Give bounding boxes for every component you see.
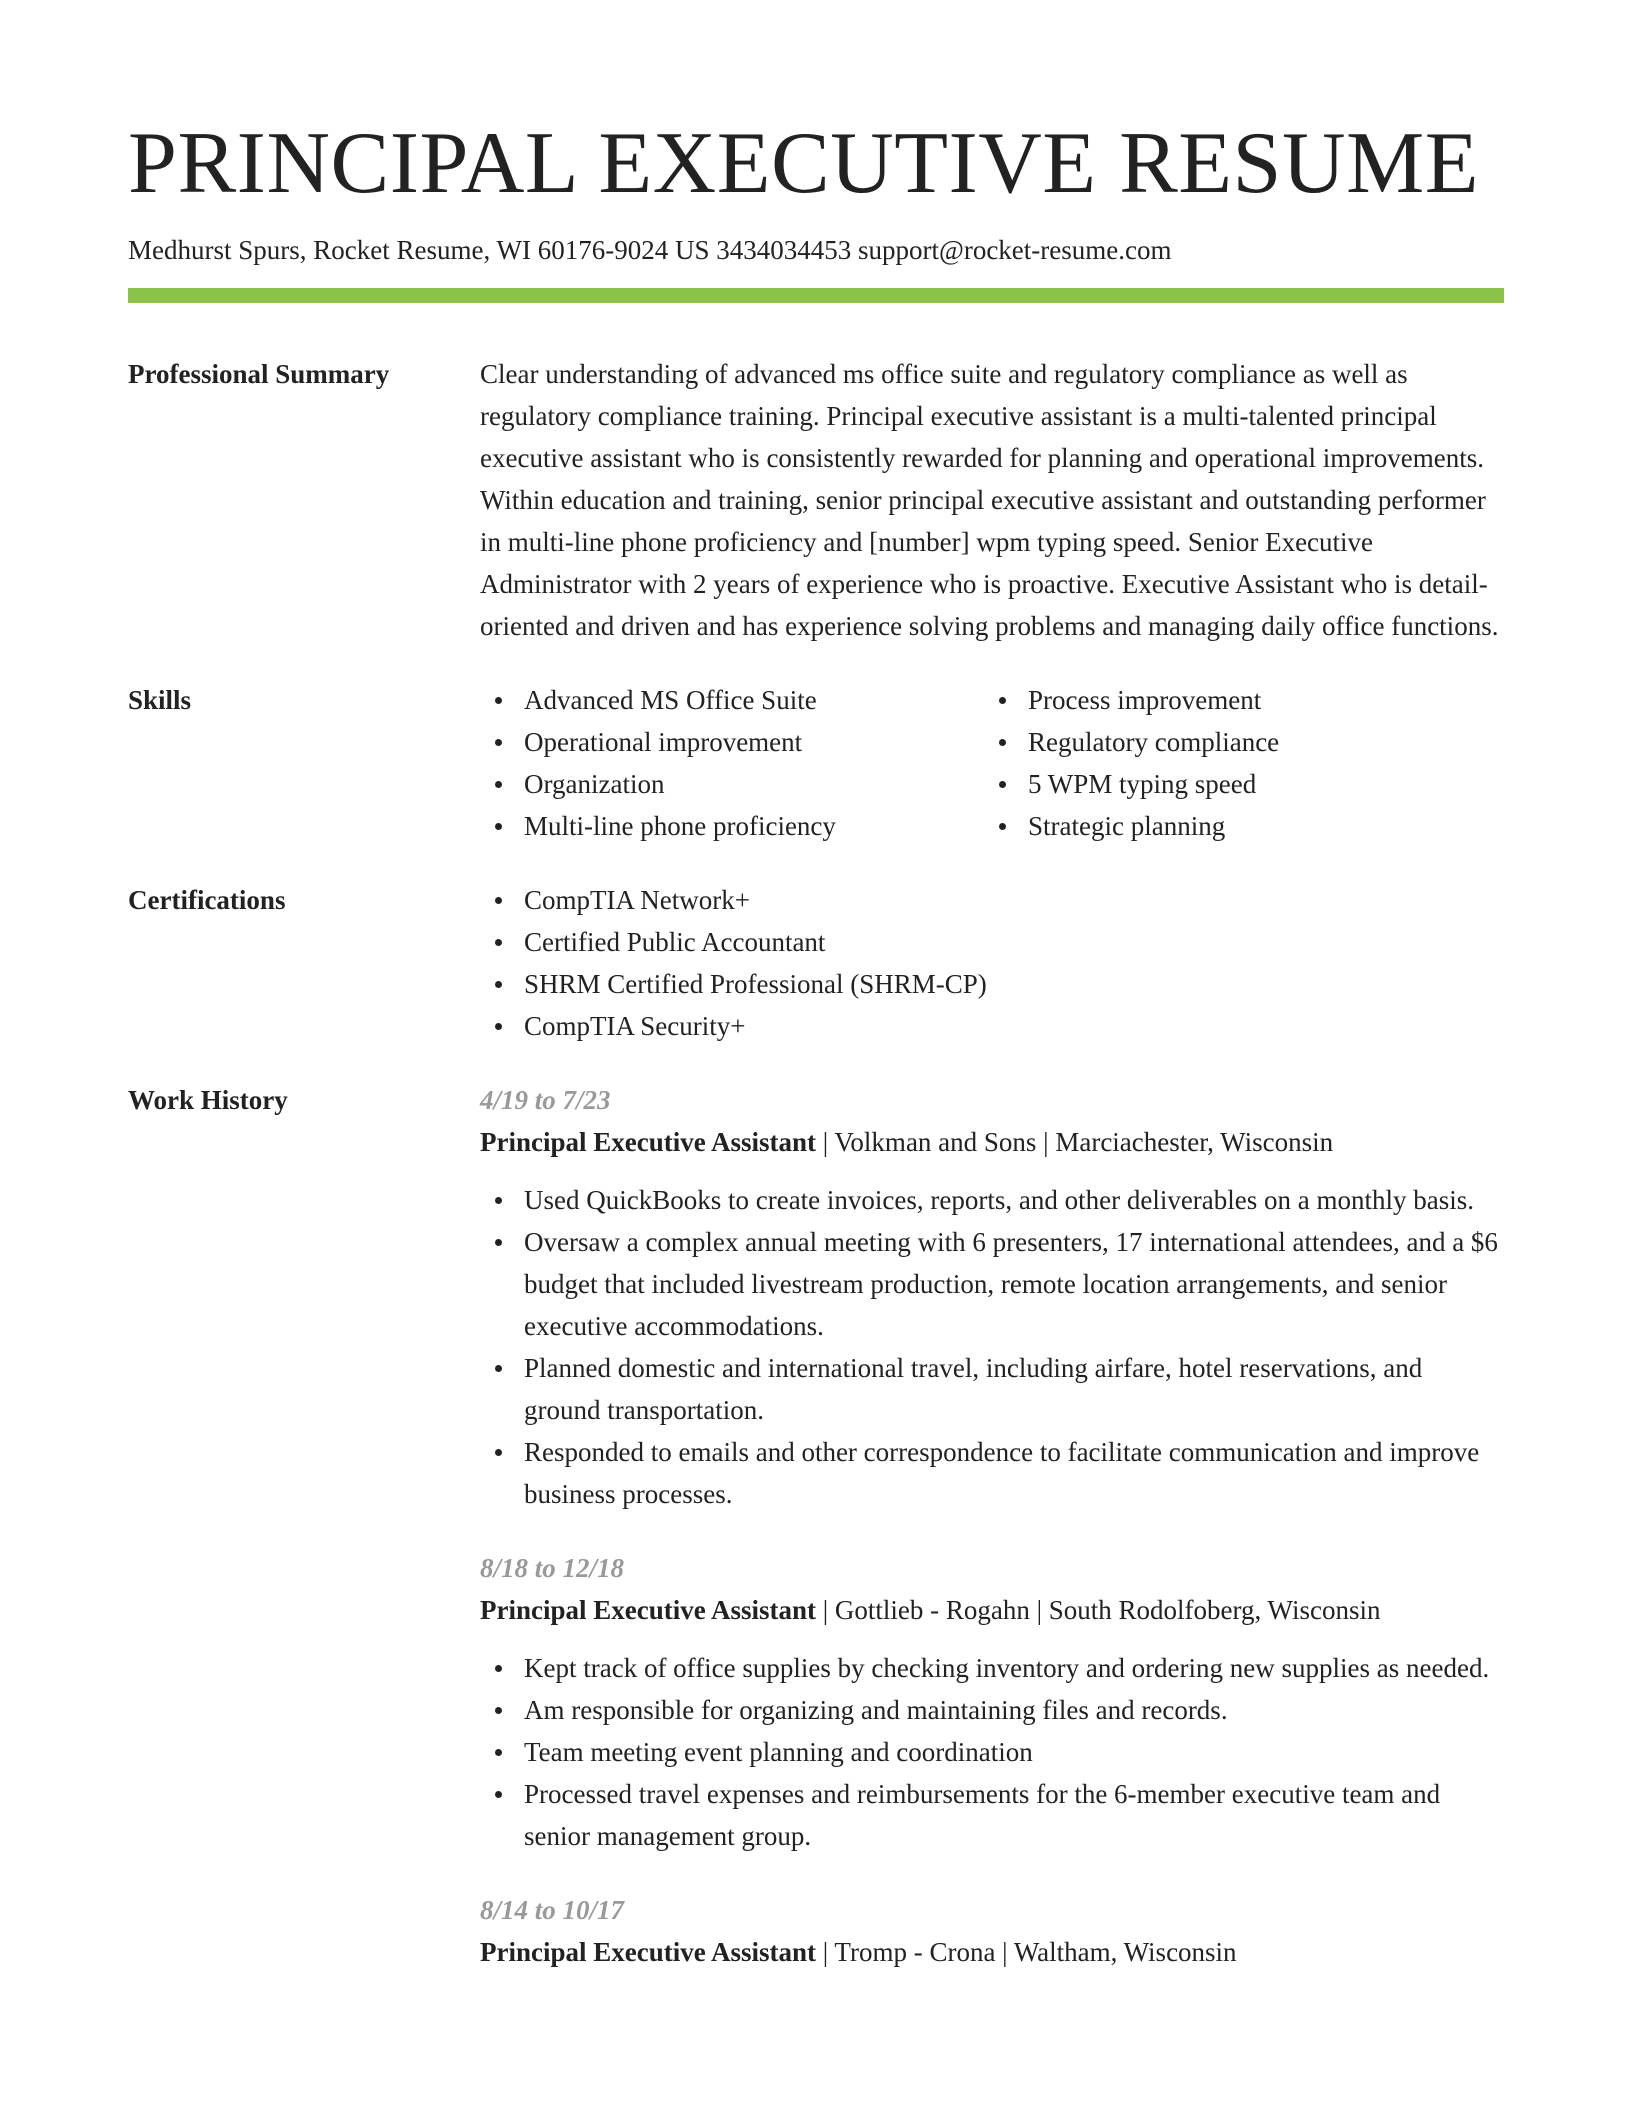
skills-grid bbox=[480, 679, 1504, 847]
skill-item: Operational improvement bbox=[480, 721, 984, 763]
job-title: Principal Executive Assistant bbox=[480, 1127, 816, 1158]
job-entry bbox=[480, 1889, 1504, 1973]
job-bullets bbox=[480, 1179, 1504, 1515]
work-history-body bbox=[480, 1079, 1504, 2005]
skills-list-left bbox=[480, 679, 984, 847]
job-bullet: Am responsible for organizing and maintaining files and records. bbox=[480, 1689, 1504, 1731]
job-details: | Volkman and Sons | Marciachester, Wisconsin bbox=[816, 1127, 1334, 1158]
certification-item: CompTIA Network+ bbox=[480, 879, 1504, 921]
skill-item: Regulatory compliance bbox=[984, 721, 1488, 763]
job-bullet: Team meeting event planning and coordination bbox=[480, 1731, 1504, 1773]
job-bullet: Planned domestic and international travel, including airfare, hotel reservations, and ground transportation. bbox=[480, 1347, 1504, 1431]
certification-item: Certified Public Accountant bbox=[480, 921, 1504, 963]
job-bullets bbox=[480, 1647, 1504, 1857]
section-label-summary: Professional Summary bbox=[128, 359, 390, 390]
job-heading bbox=[480, 1121, 1504, 1163]
skill-item: Strategic planning bbox=[984, 805, 1488, 847]
job-bullet: Used QuickBooks to create invoices, reports, and other deliverables on a monthly basis. bbox=[480, 1179, 1504, 1221]
job-date: 4/19 to 7/23 bbox=[480, 1085, 611, 1116]
skill-item: 5 WPM typing speed bbox=[984, 763, 1488, 805]
job-bullet: Kept track of office supplies by checking inventory and ordering new supplies as needed. bbox=[480, 1647, 1504, 1689]
job-date: 8/14 to 10/17 bbox=[480, 1895, 625, 1926]
skills-list-right bbox=[984, 679, 1488, 847]
section-label-work-history: Work History bbox=[128, 1085, 288, 1116]
job-heading bbox=[480, 1931, 1504, 1973]
job-bullet: Processed travel expenses and reimbursements for the 6-member executive team and senior management group. bbox=[480, 1773, 1504, 1857]
job-entry bbox=[480, 1547, 1504, 1857]
job-title: Principal Executive Assistant bbox=[480, 1595, 816, 1626]
job-entry bbox=[480, 1079, 1504, 1515]
skill-item: Organization bbox=[480, 763, 984, 805]
job-details: | Gottlieb - Rogahn | South Rodolfoberg, Wisconsin bbox=[816, 1595, 1381, 1626]
skill-item: Advanced MS Office Suite bbox=[480, 679, 984, 721]
job-heading bbox=[480, 1589, 1504, 1631]
skill-item: Multi-line phone proficiency bbox=[480, 805, 984, 847]
job-title: Principal Executive Assistant bbox=[480, 1937, 816, 1968]
certification-item: CompTIA Security+ bbox=[480, 1005, 1504, 1047]
job-bullet: Responded to emails and other correspondence to facilitate communication and improve business processes. bbox=[480, 1431, 1504, 1515]
resume-name: PRINCIPAL EXECUTIVE RESUME bbox=[128, 115, 1480, 212]
contact-line: Medhurst Spurs, Rocket Resume, WI 60176-9024 US 3434034453 support@rocket-resume.com bbox=[128, 235, 1172, 265]
skills-section bbox=[128, 679, 1504, 847]
certifications-section bbox=[128, 879, 1504, 1047]
section-label-skills: Skills bbox=[128, 685, 192, 716]
summary-text: Clear understanding of advanced ms office suite and regulatory compliance as well as regulatory compliance training. Principal executive assistant is a multi-talented principal executive assistant who is consistently rewarded for planning and operational improvements. Within education and training, senior principal executive assistant and outstanding performer in multi-line phone proficiency and [number] wpm typing speed. Senior Executive Administrator with 2 years of experience who is proactive. Executive Assistant who is detail-oriented and driven and has experience solving problems and managing daily office functions. bbox=[480, 359, 1499, 642]
skill-item: Process improvement bbox=[984, 679, 1488, 721]
summary-section bbox=[128, 353, 1504, 647]
job-bullet: Oversaw a complex annual meeting with 6 presenters, 17 international attendees, and a $6 budget that included livestream production, remote location arrangements, and senior executive accommodations. bbox=[480, 1221, 1504, 1347]
work-history-section bbox=[128, 1079, 1504, 2005]
certification-item: SHRM Certified Professional (SHRM-CP) bbox=[480, 963, 1504, 1005]
job-details: | Tromp - Crona | Waltham, Wisconsin bbox=[816, 1937, 1237, 1968]
section-label-certifications: Certifications bbox=[128, 885, 286, 916]
header-divider bbox=[128, 288, 1504, 303]
job-date: 8/18 to 12/18 bbox=[480, 1553, 625, 1584]
certifications-list bbox=[480, 879, 1504, 1047]
